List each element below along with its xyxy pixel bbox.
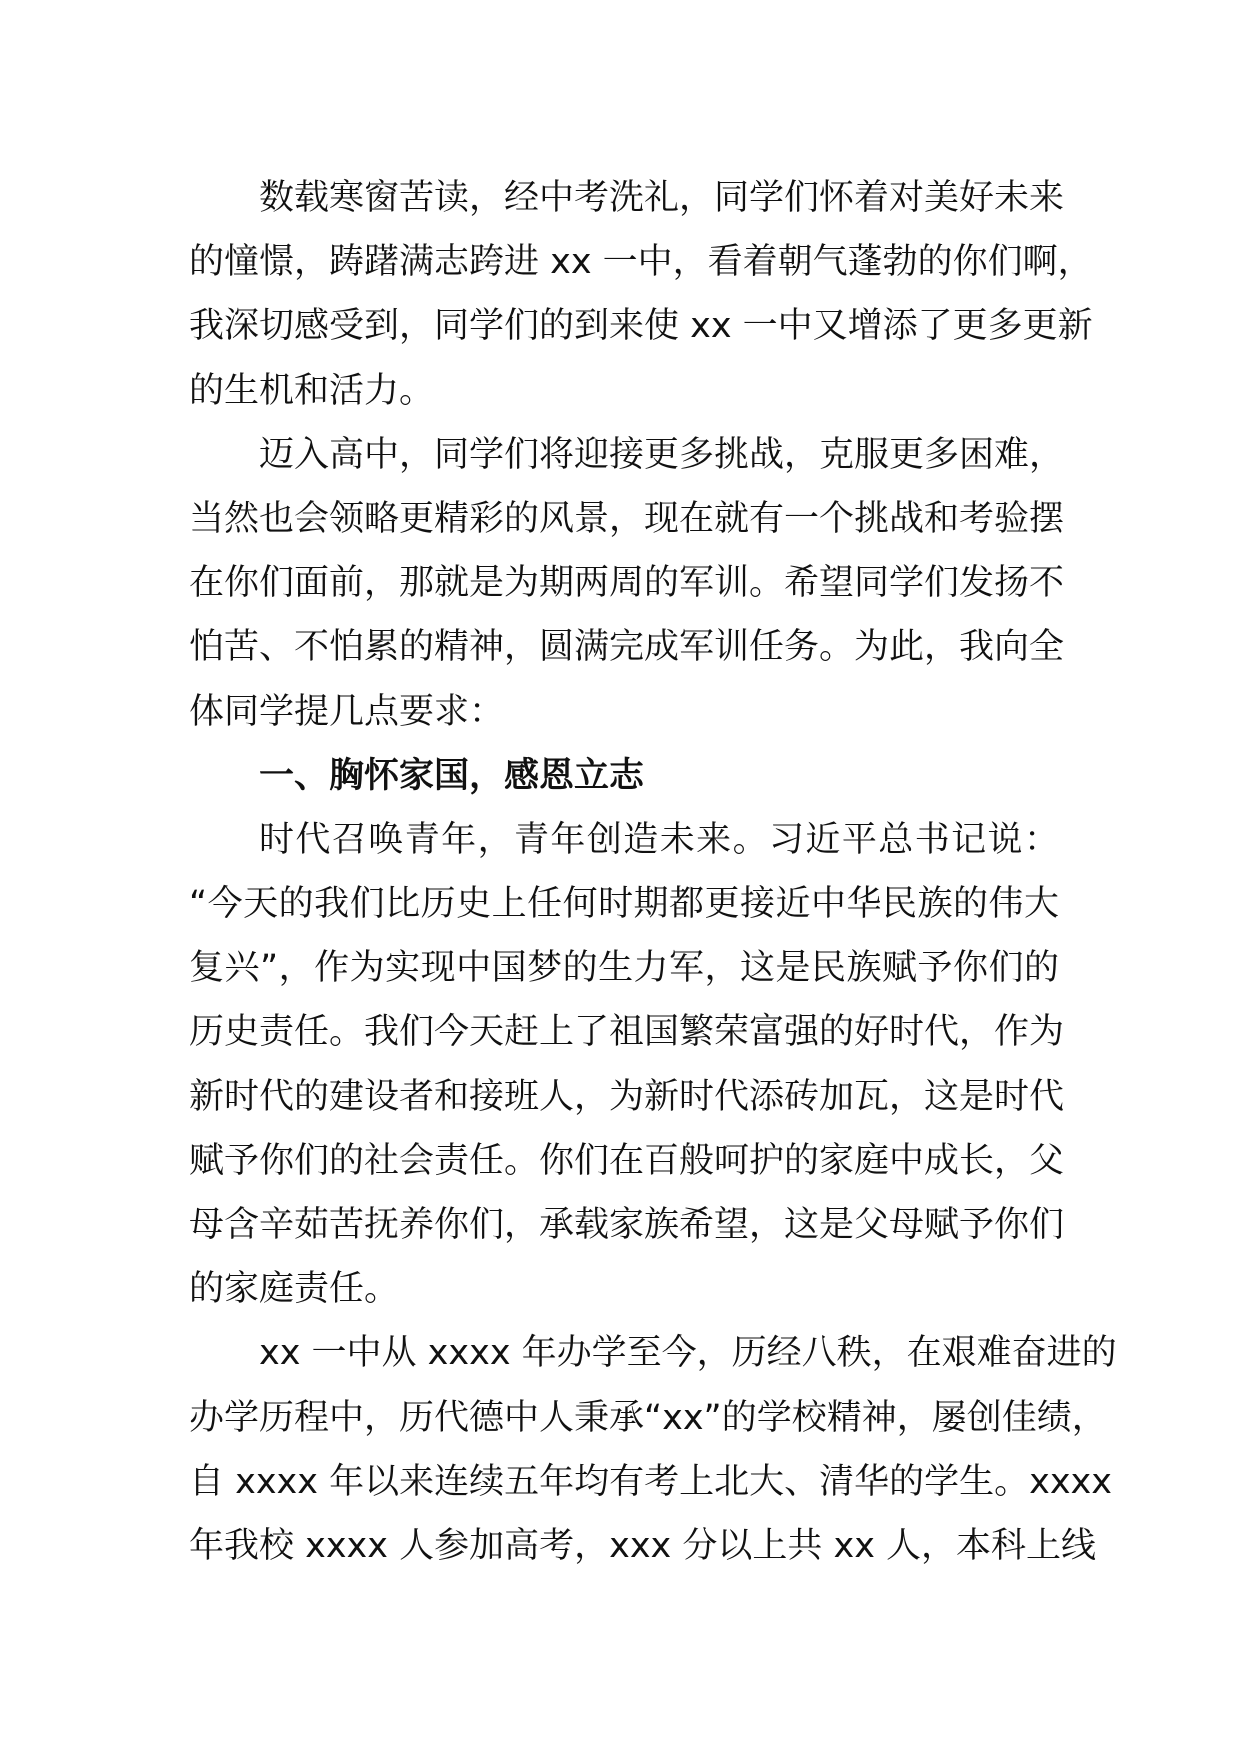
text-line: 赋予你们的社会责任。你们在百般呵护的家庭中成长，父 xyxy=(189,1140,1065,1181)
paragraph-2 xyxy=(189,423,1065,744)
text-line: 自 xxxx 年以来连续五年均有考上北大、清华的学生。xxxx xyxy=(189,1461,1112,1502)
text-line: 时代召唤青年，青年创造未来。习近平总书记说： xyxy=(259,819,1059,860)
paragraph-1 xyxy=(189,166,1093,423)
text-line: 体同学提几点要求： xyxy=(189,691,505,732)
text-line: 的家庭责任。 xyxy=(189,1269,400,1310)
paragraph-3 xyxy=(189,808,1065,1322)
paragraph-4 xyxy=(189,1321,1117,1578)
text-line: 数载寒窗苦读，经中考洗礼，同学们怀着对美好未来 xyxy=(259,178,1065,218)
text-line: “今天的我们比历史上任何时期都更接近中华民族的伟大 xyxy=(189,884,1059,925)
text-line: 迈入高中，同学们将迎接更多挑战，克服更多困难， xyxy=(259,434,1065,475)
text-line: 的生机和活力。 xyxy=(189,370,435,411)
text-line: 新时代的建设者和接班人，为新时代添砖加瓦，这是时代 xyxy=(189,1076,1065,1117)
heading-line: 一、胸怀家国，感恩立志 xyxy=(259,755,645,796)
text-line: 年我校 xxxx 人参加高考，xxx 分以上共 xx 人，本科上线 xyxy=(189,1525,1097,1566)
text-line: 我深切感受到，同学们的到来使 xx 一中又增添了更多更新 xyxy=(189,306,1093,347)
text-line: 在你们面前，那就是为期两周的军训。希望同学们发扬不 xyxy=(189,563,1065,604)
text-line: xx 一中从 xxxx 年办学至今，历经八秩，在艰难奋进的 xyxy=(259,1333,1117,1374)
text-line: 当然也会领略更精彩的风景，现在就有一个挑战和考验摆 xyxy=(189,498,1065,539)
text-line: 历史责任。我们今天赶上了祖国繁荣富强的好时代，作为 xyxy=(189,1012,1065,1053)
text-line: 复兴”，作为实现中国梦的生力军，这是民族赋予你们的 xyxy=(189,948,1059,989)
section-heading xyxy=(189,744,1059,808)
text-line: 母含辛茹苦抚养你们，承载家族希望，这是父母赋予你们 xyxy=(189,1205,1065,1245)
text-line: 的憧憬，踌躇满志跨进 xx 一中，看着朝气蓬勃的你们啊， xyxy=(189,242,1093,283)
document-body xyxy=(189,166,1117,1578)
text-line: 办学历程中，历代德中人秉承“xx”的学校精神，屡创佳绩， xyxy=(189,1397,1107,1438)
text-line: 怕苦、不怕累的精神，圆满完成军训任务。为此，我向全 xyxy=(189,627,1065,668)
